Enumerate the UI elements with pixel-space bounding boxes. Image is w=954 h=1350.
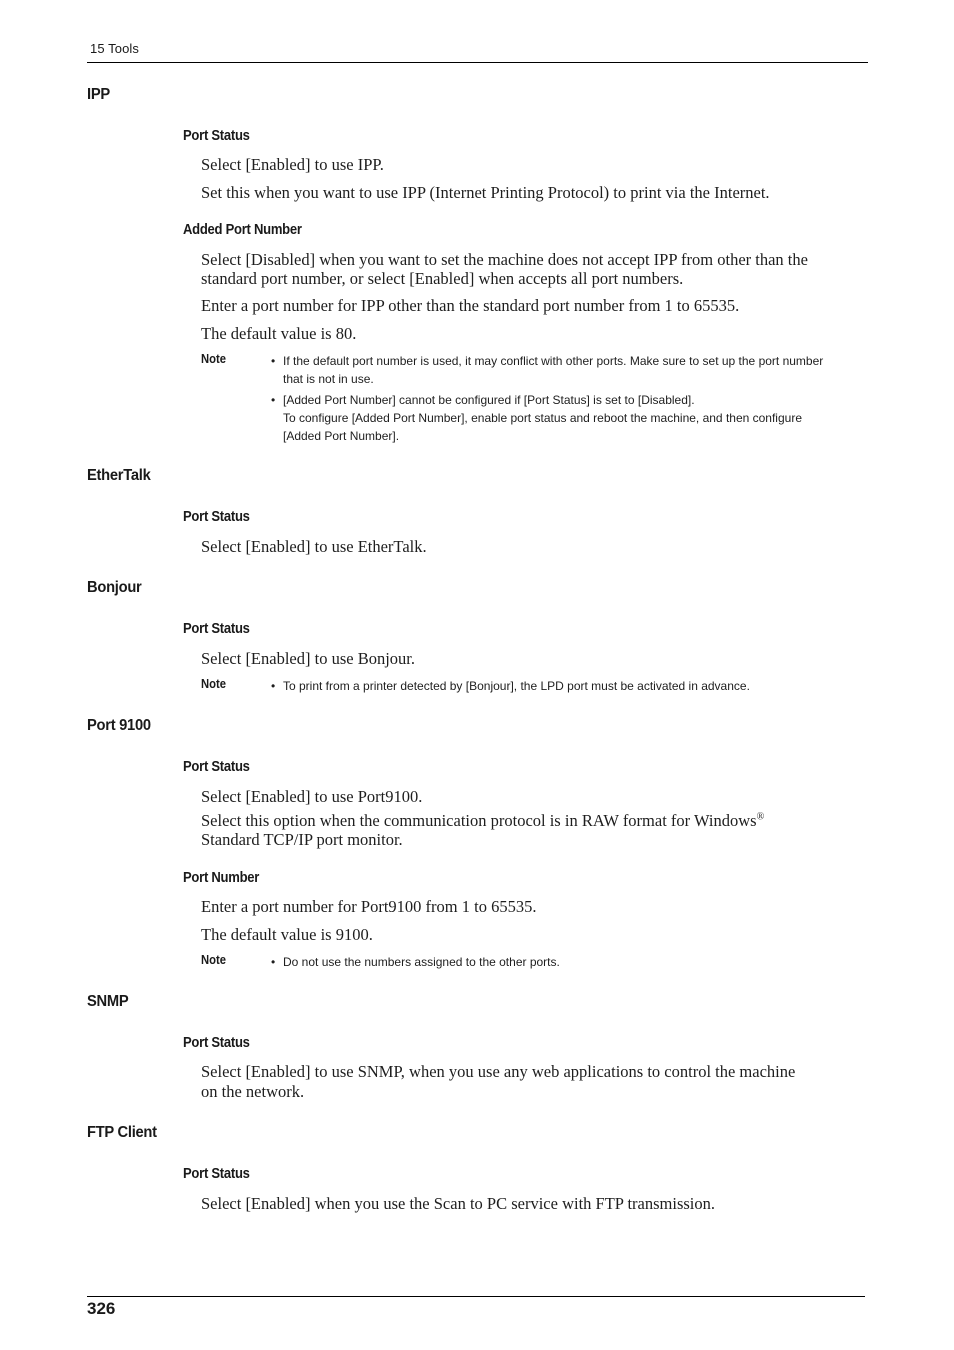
bullet-icon: • xyxy=(271,393,276,407)
paragraph: Standard TCP/IP port monitor. xyxy=(201,830,403,849)
paragraph: The default value is 80. xyxy=(201,324,357,343)
note-text: that is not in use. xyxy=(283,372,374,386)
paragraph: Enter a port number for IPP other than the standard port number from 1 to 65535. xyxy=(201,296,740,315)
footer-divider xyxy=(87,1296,865,1297)
paragraph: Select [Enabled] when you use the Scan to PC service with FTP transmission. xyxy=(201,1194,716,1213)
paragraph: The default value is 9100. xyxy=(201,925,373,944)
subheading-ipp-port-status: Port Status xyxy=(183,128,250,144)
section-title-port9100: Port 9100 xyxy=(87,717,151,734)
page-header xyxy=(87,40,868,63)
bullet-icon: • xyxy=(271,354,276,368)
note-text: [Added Port Number]. xyxy=(283,429,400,443)
section-title-ethertalk: EtherTalk xyxy=(87,467,151,484)
paragraph: Select [Enabled] to use EtherTalk. xyxy=(201,537,427,556)
section-title-snmp: SNMP xyxy=(87,993,129,1010)
note-text: [Added Port Number] cannot be configured if [Port Status] is set to [Disabled]. xyxy=(283,393,695,407)
chapter-title: 15 Tools xyxy=(90,41,139,56)
bullet-icon: • xyxy=(271,955,276,969)
registered-mark: ® xyxy=(756,811,765,823)
note-label: Note xyxy=(201,677,227,691)
paragraph: Select [Disabled] when you want to set the machine does not accept IPP from other than the xyxy=(201,250,808,269)
paragraph xyxy=(201,811,869,831)
section-title-bonjour: Bonjour xyxy=(87,579,142,596)
paragraph: Select [Enabled] to use SNMP, when you use any web applications to control the machine xyxy=(201,1062,796,1081)
bullet-icon: • xyxy=(271,679,276,693)
note-text: Do not use the numbers assigned to the other ports. xyxy=(283,955,560,969)
note-item xyxy=(271,953,871,971)
page-number: 326 xyxy=(87,1299,116,1318)
note-text: If the default port number is used, it may conflict with other ports. Make sure to set up the port number xyxy=(283,354,824,368)
paragraph: Enter a port number for Port9100 from 1 to 65535. xyxy=(201,897,537,916)
section-title-ftp-client: FTP Client xyxy=(87,1124,157,1141)
note-text: To print from a printer detected by [Bonjour], the LPD port must be activated in advance. xyxy=(283,679,750,693)
subheading-bonjour-port-status: Port Status xyxy=(183,621,250,637)
paragraph: standard port number, or select [Enabled] when accepts all port numbers. xyxy=(201,269,684,288)
subheading-ethertalk-port-status: Port Status xyxy=(183,509,250,525)
note-label: Note xyxy=(201,352,227,366)
note-text: To configure [Added Port Number], enable port status and reboot the machine, and then configure xyxy=(283,411,802,425)
paragraph-text: Select this option when the communication protocol is in RAW format for Windows xyxy=(201,811,757,830)
paragraph: Select [Enabled] to use IPP. xyxy=(201,155,384,174)
note-item xyxy=(271,677,871,695)
note-label: Note xyxy=(201,953,227,967)
subheading-port9100-port-number: Port Number xyxy=(183,870,260,886)
note-item xyxy=(271,352,871,388)
section-title-ipp: IPP xyxy=(87,86,110,103)
paragraph: on the network. xyxy=(201,1082,305,1101)
paragraph: Select [Enabled] to use Port9100. xyxy=(201,787,423,806)
paragraph: Set this when you want to use IPP (Internet Printing Protocol) to print via the Internet. xyxy=(201,183,770,202)
paragraph: Select [Enabled] to use Bonjour. xyxy=(201,649,415,668)
subheading-ftp-client-port-status: Port Status xyxy=(183,1166,250,1182)
subheading-ipp-added-port-number: Added Port Number xyxy=(183,222,302,238)
subheading-port9100-port-status: Port Status xyxy=(183,759,250,775)
subheading-snmp-port-status: Port Status xyxy=(183,1035,250,1051)
note-item xyxy=(271,391,871,445)
